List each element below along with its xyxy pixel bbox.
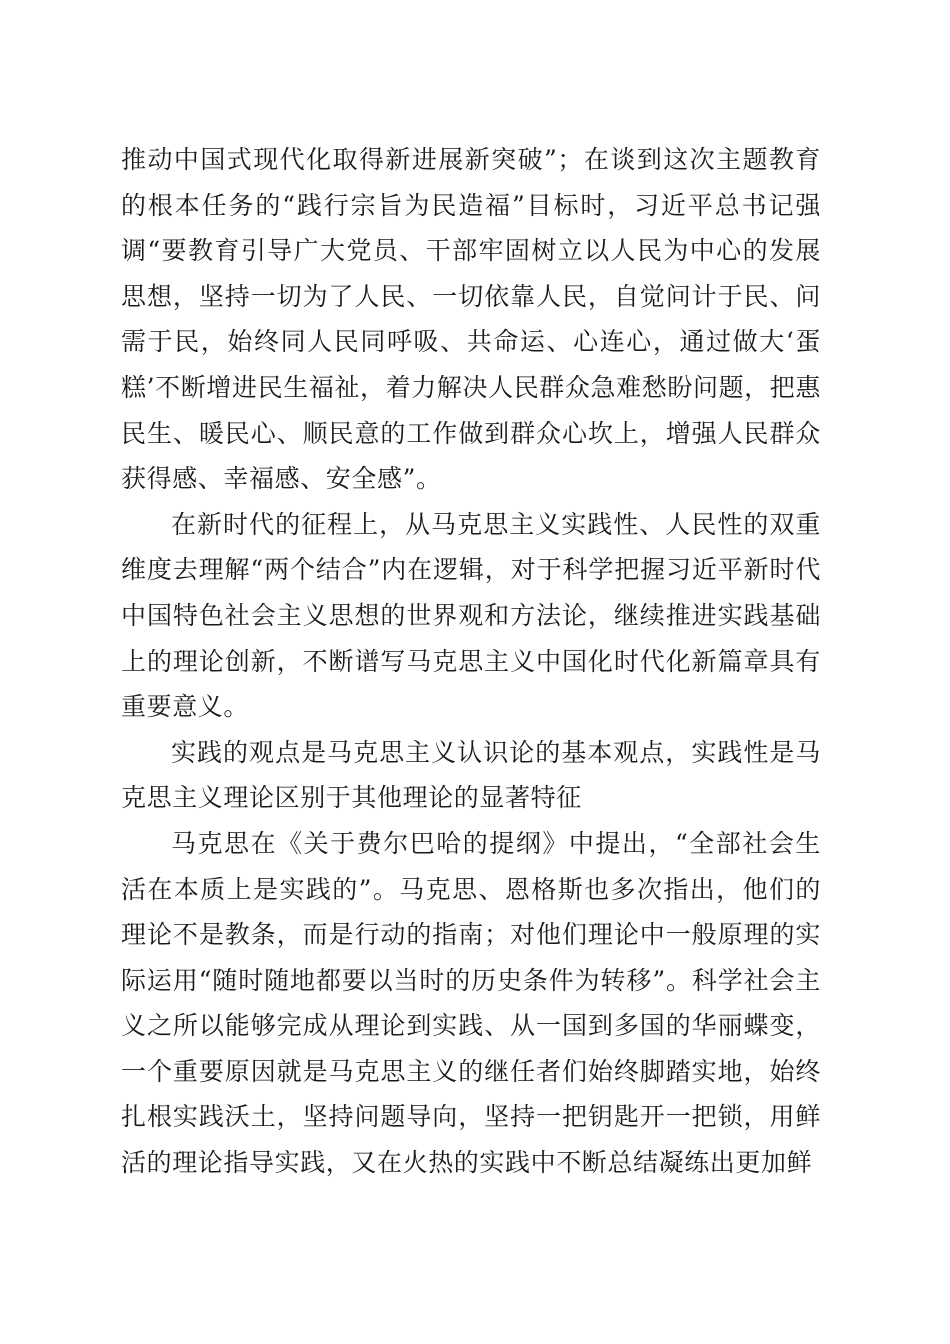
paragraph-4: 马克思在《关于费尔巴哈的提纲》中提出，“全部社会生活在本质上是实践的”。马克思、恩格斯也多次指出，他们的理论不是教条，而是行动的指南；对他们理论中一般原理的实际运用“随时随地都要以当时的历史条件为转移”。科学社会主义之所以能够完成从理论到实践、从一国到多国的华丽蝶变，一个重要原因就是马克思主义的继任者们始终脚踏实地，始终扎根实践沃土，坚持问题导向，坚持一把钥匙开一把锁，用鲜活的理论指导实践，又在火热的实践中不断总结凝练出更加鲜 (121, 828, 821, 1178)
paragraph-1: 推动中国式现代化取得新进展新突破”；在谈到这次主题教育的根本任务的“践行宗旨为民造福”目标时，习近平总书记强调“要教育引导广大党员、干部牢固树立以人民为中心的发展思想，坚持一切为了人民、一切依靠人民，自觉问计于民、问需于民，始终同人民同呼吸、共命运、心连心，通过做大‘蛋糕’不断增进民生福祉，着力解决人民群众急难愁盼问题，把惠民生、暖民心、顺民意的工作做到群众心坎上，增强人民群众获得感、幸福感、安全感”。 (121, 145, 821, 494)
document-body (121, 137, 821, 1186)
section-heading-paragraph: 实践的观点是马克思主义认识论的基本观点，实践性是马克思主义理论区别于其他理论的显著特征 (121, 737, 821, 813)
paragraph-2: 在新时代的征程上，从马克思主义实践性、人民性的双重维度去理解“两个结合”内在逻辑，对于科学把握习近平新时代中国特色社会主义思想的世界观和方法论，继续推进实践基础上的理论创新，不断谱写马克思主义中国化时代化新篇章具有重要意义。 (121, 509, 821, 722)
